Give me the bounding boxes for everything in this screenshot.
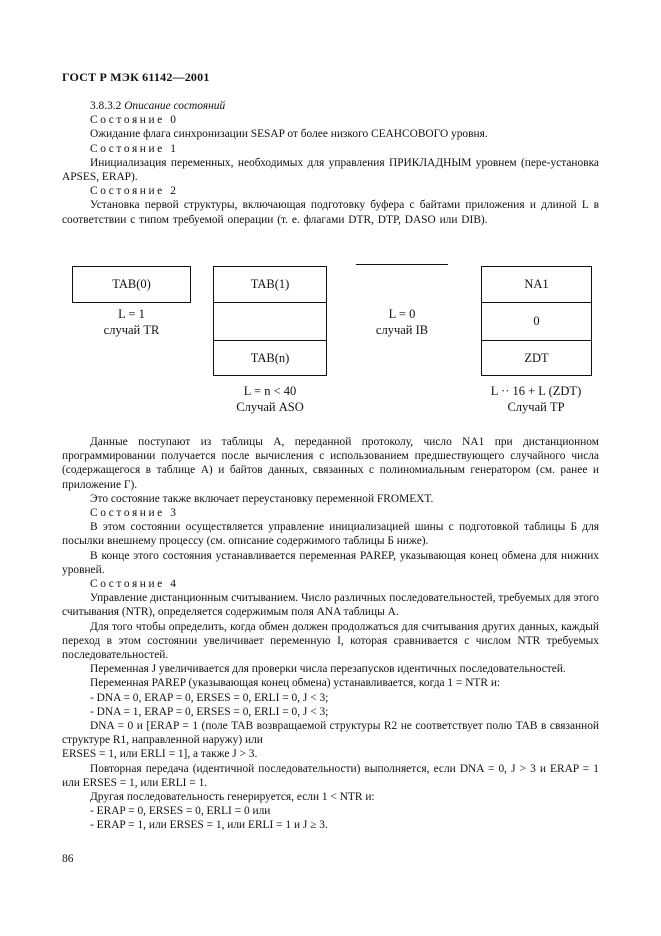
condition-item-3: - ERAP = 0, ERSES = 0, ERLI = 0 или bbox=[90, 805, 271, 818]
tp-zdt-box: ZDT bbox=[481, 340, 592, 376]
state-2-text: Установка первой структуры, включающая подготовку буфера с байтами приложения и длиной L в соответствии с типом требуемой операции (т. е. флагами DTR, DTP, DASO или DIB). bbox=[62, 199, 599, 226]
aso-tab1-box: TAB(1) bbox=[213, 266, 327, 303]
tp-na1-box: NA1 bbox=[481, 266, 592, 303]
paragraph-parep: В конце этого состояния устанавливается переменная PAREP, указывающая конец обмена для нижних уровней. bbox=[62, 549, 599, 576]
ib-case-label: случай IB bbox=[375, 323, 429, 337]
paragraph-fromext: Это состояние также включает переустановку переменной FROMEXT. bbox=[90, 492, 434, 505]
paragraph-parep-condition: Переменная PAREP (указывающая конец обмена) устанавливается, когда 1 = NTR и: bbox=[90, 677, 501, 690]
section-heading bbox=[62, 99, 599, 113]
paragraph-erses-condition: ERSES = 1, или ERLI = 1], а также J > 3. bbox=[62, 748, 258, 761]
upper-text-block bbox=[62, 99, 599, 227]
condition-item-4: - ERAP = 1, или ERSES = 1, или ERLI = 1 и J ≥ 3. bbox=[90, 819, 328, 832]
condition-item-2: - DNA = 1, ERAP = 0, ERSES = 0, ERLI = 0, J < 3; bbox=[90, 705, 329, 718]
tp-length-label: L ·· 16 + L (ZDT) bbox=[490, 384, 582, 398]
page-number: 86 bbox=[62, 853, 74, 865]
paragraph-remote-read: Управление дистанционным считыванием. Число различных последовательностей, требуемых для этого считывания (NTR), определяется содержимым поля ANA таблицы А. bbox=[62, 592, 599, 619]
section-number: 3.8.3.2 bbox=[90, 100, 122, 112]
tp-case-label: Случай TP bbox=[507, 400, 565, 414]
tr-case-label: случай TR bbox=[103, 323, 160, 337]
paragraph-retransmit: Повторная передача (идентичной последовательности) выполняется, если DNA = 0, J > 3 и ERAP = 1 или ERSES = 1, или ERLI = 1. bbox=[62, 762, 599, 789]
paragraph-dna-condition: DNA = 0 и [ERAP = 1 (поле TAB возвращаемой структуры R2 не соответствует полю TAB в связанной структуре R1, направленной наружу) или bbox=[62, 720, 599, 747]
tp-zero-box: 0 bbox=[481, 302, 592, 341]
paragraph-na1: Данные поступают из таблицы А, переданной протоколу, число NA1 при дистанционном программировании получается после вычисления с использованием предшествующего случайного числа (содержащегося в таблице А) и байтов данных, связанных с полиномиальным генератором (см. ранее и приложение Г). bbox=[62, 436, 599, 491]
tr-length-label: L = 1 bbox=[118, 307, 145, 321]
paragraph-next-sequence: Другая последовательность генерируется, если 1 < NTR и: bbox=[90, 791, 375, 804]
document-header: ГОСТ Р МЭК 61142—2001 bbox=[62, 70, 210, 84]
aso-middle-box bbox=[213, 302, 327, 341]
paragraph-bus-init: В этом состоянии осуществляется управление инициализацией шины с подготовкой таблицы Б для посылки внешнему процессу (см. описание содержимого таблицы Б ниже). bbox=[62, 521, 599, 548]
ib-empty-line bbox=[356, 264, 448, 265]
aso-length-label: L = n < 40 bbox=[243, 384, 297, 398]
state-1-title: Состояние 1 bbox=[90, 142, 179, 155]
section-title: Описание состояний bbox=[124, 100, 226, 112]
aso-tabn-box: TAB(n) bbox=[213, 340, 327, 376]
paragraph-variable-j: Переменная J увеличивается для проверки числа перезапусков идентичных последовательностей. bbox=[90, 663, 566, 676]
state-0-title: Состояние 0 bbox=[90, 114, 179, 127]
aso-case-label: Случай ASO bbox=[236, 400, 304, 414]
paragraph-variable-i: Для того чтобы определить, когда обмен должен продолжаться для считывания других данных, каждый переход в этом состоянии увеличивает переменную I, которая сравнивается с числом NTR требуемых последовательностей. bbox=[62, 620, 599, 662]
state-3-title: Состояние 3 bbox=[90, 507, 179, 520]
tr-tab0-box: TAB(0) bbox=[72, 266, 191, 303]
state-1-text: Инициализация переменных, необходимых для управления ПРИКЛАДНЫМ уровнем (пере-установка APSES, ERAP). bbox=[62, 156, 599, 184]
state-4-title: Состояние 4 bbox=[90, 578, 179, 591]
ib-length-label: L = 0 bbox=[388, 307, 416, 321]
condition-item-1: - DNA = 0, ERAP = 0, ERSES = 0, ERLI = 0, J < 3; bbox=[90, 691, 329, 704]
state-0-text: Ожидание флага синхронизации SESAP от более низкого СЕАНСОВОГО уровня. bbox=[90, 128, 488, 141]
lower-text-block bbox=[62, 435, 599, 833]
state-2-title: Состояние 2 bbox=[90, 185, 179, 198]
